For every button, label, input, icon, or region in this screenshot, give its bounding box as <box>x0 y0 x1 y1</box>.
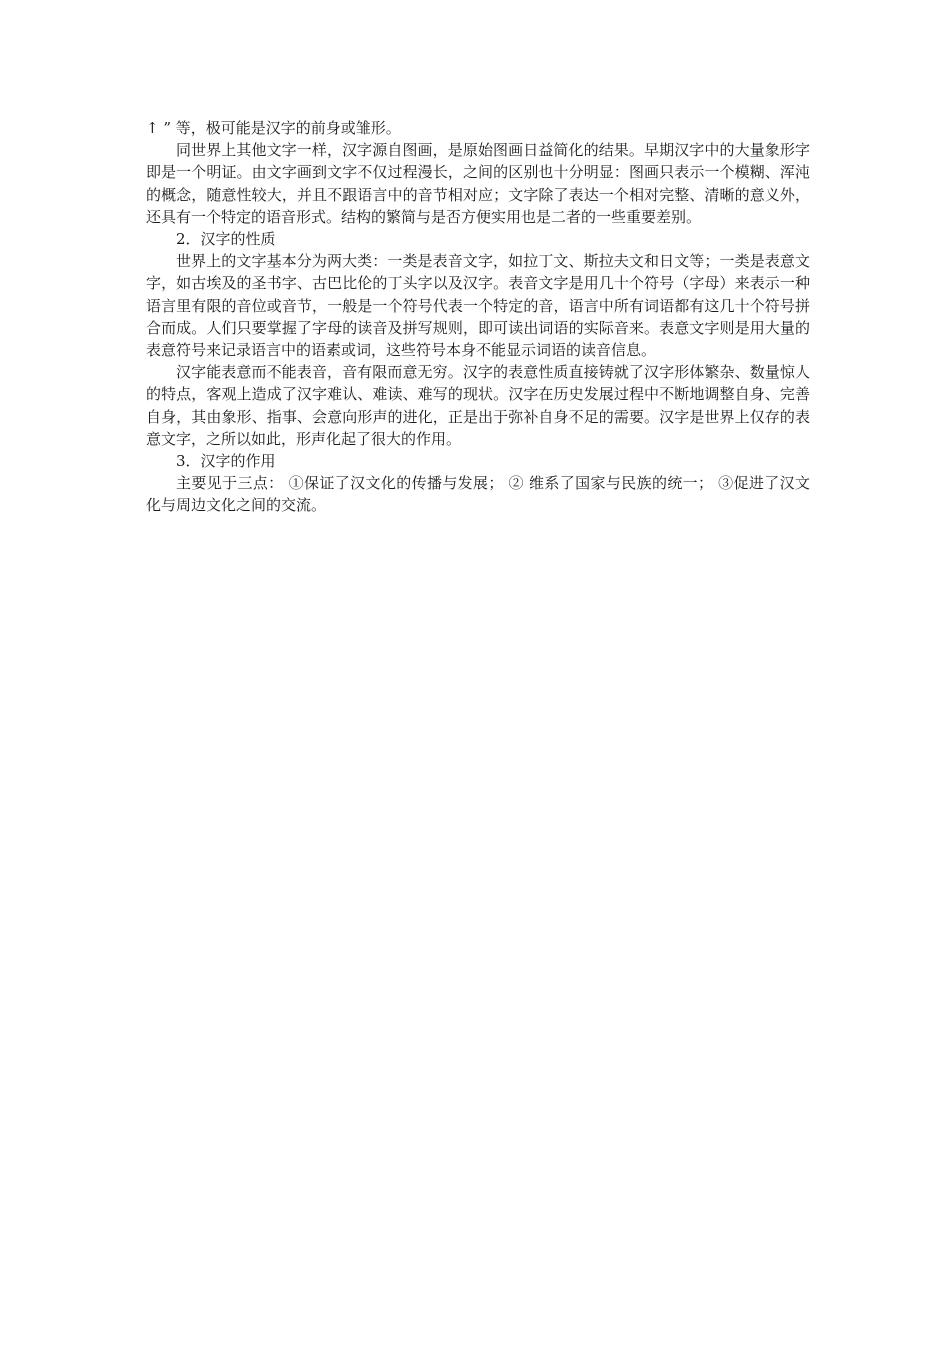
paragraph-origin-of-characters: 同世界上其他文字一样，汉字源自图画，是原始图画日益简化的结果。早期汉字中的大量象形字即是一个明证。由文字画到文字不仅过程漫长，之间的区别也十分明显：图画只表示一个模糊、浑沌的概念，随意性较大，并且不跟语言中的音节相对应；文字除了表达一个相对完整、清晰的意义外，还具有一个特定的语音形式。结构的繁简与是否方便实用也是二者的一些重要差别。 <box>146 141 810 226</box>
paragraph-three-functions: 主要见于三点： ①保证了汉文化的传播与发展； ② 维系了国家与民族的统一； ③促进了汉文化与周边文化之间的交流。 <box>146 474 810 515</box>
paragraph-writing-systems: 世界上的文字基本分为两大类：一类是表音文字，如拉丁文、斯拉夫文和日文等；一类是表意文字，如古埃及的圣书字、古巴比伦的丁头字以及汉字。表音文字是用几十个符号（字母）来表示一种语言里有限的音位或音节，一般是一个符号代表一个特定的音，语言中所有词语都有这几十个符号拼合而成。人们只要掌握了字母的读音及拼写规则，即可读出词语的实际音来。表意文字则是用大量的表意符号来记录语言中的语素或词，这些符号本身不能显示词语的读音信息。 <box>146 252 810 360</box>
paragraph-continuation: ↑ ” 等，极可能是汉字的前身或雏形。 <box>146 119 401 137</box>
document-page <box>146 117 810 517</box>
section-heading-function: 3．汉字的作用 <box>176 452 276 471</box>
paragraph-ideographic-nature: 汉字能表意而不能表音，音有限而意无穷。汉字的表意性质直接铸就了汉字形体繁杂、数量惊人的特点，客观上造成了汉字难认、难读、难写的现状。汉字在历史发展过程中不断地调整自身、完善自身，其由象形、指事、会意向形声的进化，正是出于弥补自身不足的需要。汉字是世界上仅存的表意文字，之所以如此，形声化起了很大的作用。 <box>146 363 810 448</box>
section-heading-nature: 2．汉字的性质 <box>176 230 276 249</box>
